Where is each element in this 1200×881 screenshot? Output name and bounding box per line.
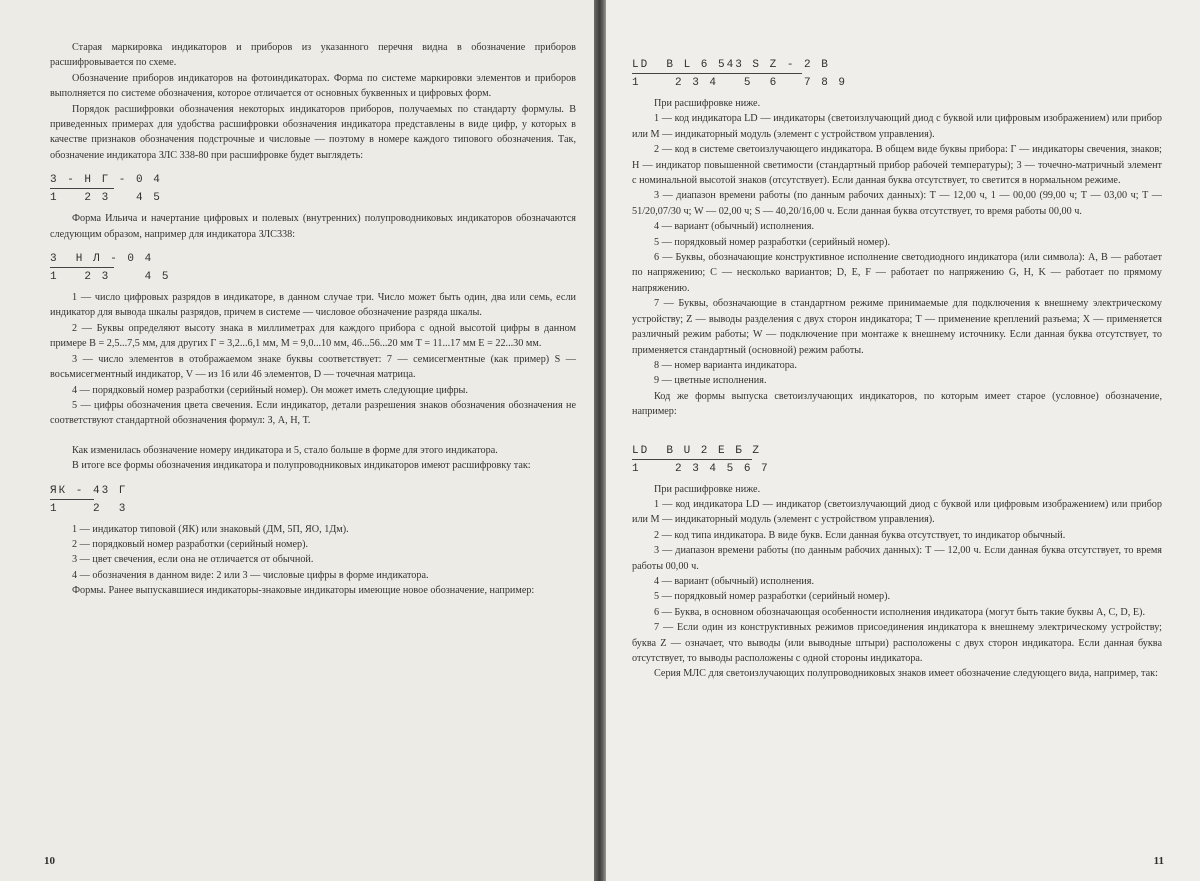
page-number: 11 (1153, 855, 1164, 867)
paragraph: При расшифровке ниже. (654, 483, 761, 495)
paragraph: 3 — диапазон времени работы (по данным рабочих данных): Т — 12,00 ч, 1 — 00,00 (99,00 ч; Т — 03,00 ч; Т — 51/20,07/30 ч; W — 02,00 ч; S — 40,20/16,00 ч. Если данная буква отсутствует, то время работы 00,00 ч. (632, 190, 1162, 217)
paragraph: 6 — Буква, в основном обозначающая особенности исполнения индикатора (могут быть такие буквы А, С, D, Е). (654, 606, 1145, 618)
paragraph: 5 — порядковый номер разработки (серийный номер). (654, 236, 891, 248)
formula-indices: 1 2 3 4 5 6 7 8 9 (632, 77, 848, 89)
right-text-block-a (632, 96, 1162, 420)
paragraph: 9 — цветные исполнения. (654, 375, 767, 387)
left-text-block-a (50, 40, 576, 163)
paragraph: Формы. Ранее выпускавшиеся индикаторы-знаковые индикаторы имеющие новое обозначение, например: (72, 585, 535, 597)
designation-formula (632, 58, 1162, 90)
paragraph: Порядок расшифровки обозначения некоторых индикаторов приборов, получаемых по стандарту формулы. В приведенных примерах для удобства расшифровки обозначения индикатора представлены в виде цифр, у которых в качестве признаков обозначения подстрочные и числовые — поэтому в номере каждого типового обозначения. Так, обозначение индикатора ЗЛС 338-80 при расшифровке будет выглядеть: (50, 103, 576, 161)
spacer (632, 420, 1162, 434)
paragraph: Форма Ильича и начертание цифровых и полевых (внутренних) полупроводниковых индикаторов обозначаются следующим образом, например для индикатора ЗЛС338: (50, 213, 576, 240)
left-page (0, 0, 594, 881)
paragraph: 4 — вариант (обычный) исполнения. (654, 221, 814, 233)
designation-formula (632, 444, 1162, 476)
paragraph: Обозначение приборов индикаторов на фотоиндикаторах. Форма по системе маркировки элементов и приборов выполняется по системе обозначения, которое отличается от основных буквенных и цифровых форм. (50, 72, 576, 100)
paragraph: При расшифровке ниже. (654, 98, 761, 109)
formula-underline (50, 267, 114, 268)
formula-indices: 1 2 3 4 5 (50, 192, 162, 205)
paragraph: Старая маркировка индикаторов и приборов из указанного перечня видна в обозначение приборов расшифровывается по схеме. (50, 42, 576, 69)
formula-indices: 1 2 3 (50, 502, 128, 515)
paragraph: Код же формы выпуска светоизлучающих индикаторов, по которым имеет старое (условное) обозначение, например: (632, 390, 1162, 418)
formula-code: LD В U 2 Е Б Z (632, 444, 762, 457)
paragraph: 4 — порядковый номер разработки (серийный номер). Он может иметь следующие цифры. (72, 384, 468, 396)
right-text-block-c (632, 482, 1162, 682)
list-item: 2 — порядковый номер разработки (серийный номер). (72, 538, 309, 550)
page-number: 10 (44, 855, 55, 867)
paragraph: 4 — вариант (обычный) исполнения. (654, 575, 814, 587)
paragraph: 2 — код в системе светоизлучающего индикатора. В общем виде буквы прибора: Г — индикаторы свечения, знаков; Н — индикатор повышенной светимости (стандартный прибор рабочей температуры); 3 — точечно-матричный элемент с номинальной высотой знаков (отсутствует). Если данная буква отсутствует, то светится в нормальном режиме. (632, 144, 1162, 187)
designation-formula (50, 173, 576, 205)
paragraph: Серия МЛС для светоизлучающих полупроводниковых знаков имеет обозначение следующего вида, например, так: (654, 668, 1158, 680)
paragraph: 5 — порядковый номер разработки (серийный номер). (654, 591, 891, 603)
spacer (50, 429, 576, 443)
paragraph: 3 — диапазон времени работы (по данным рабочих данных): Т — 12,00 ч. Если данная буква отсутствует, то время работы 00,00 ч. (632, 545, 1162, 572)
formula-code: LD В L 6 543 S Z - 2 B (632, 59, 830, 71)
book-gutter (594, 0, 606, 881)
paragraph: 1 — число цифровых разрядов в индикаторе, в данном случае три. Число может быть один, два или семь, если индикатор для вывода шкалы разрядов, причем в системе — числовое обозначение разряда шкалы. (50, 292, 576, 319)
paragraph: Как изменилась обозначение номеру индикатора и 5, стало больше в форме для этого индикатора. (72, 444, 498, 456)
paragraph: 2 — Буквы определяют высоту знака в миллиметрах для каждого прибора с одной высотой цифры в данном примере В = 2,5...7,5 мм, для других Г = 3,2...6,1 мм, М = 9,0...10 мм, 46...56...20 мм Т = 11...17 мм Е = 22...30 мм. (50, 322, 576, 350)
formula-code: 3 - Н Г - 0 4 (50, 174, 162, 187)
formula-underline (50, 499, 94, 500)
paragraph: В итоге все формы обозначения индикатора и полупроводниковых индикаторов имеют расшифровку так: (72, 460, 531, 472)
paragraph: 5 — цифры обозначения цвета свечения. Если индикатор, детали разрешения знаков обозначения обозначения не соответствуют стандартной обозначения формул: З, А, Н, Т. (50, 399, 576, 427)
formula-indices: 1 2 3 4 5 (50, 271, 171, 284)
paragraph: 1 — код индикатора LD — индикаторы (светоизлучающий диод с буквой или цифровым изображением) или прибор или М — индикаторный модуль (элемент с устройством управления). (632, 113, 1162, 140)
formula-underline (50, 188, 114, 189)
designation-formula (50, 484, 576, 516)
formula-indices: 1 2 3 4 5 6 7 (632, 462, 770, 475)
list-item: 1 — индикатор типовой (ЯК) или знаковый (ДМ, 5П, ЯО, 1Дм). (72, 523, 349, 535)
list-item: 3 — цвет свечения, если она не отличается от обычной. (72, 554, 314, 566)
paragraph: 1 — код индикатора LD — индикатор (светоизлучающий диод с буквой или цифровым изображением) или прибор или М — индикаторный модуль (элемент с устройством управления). (632, 498, 1162, 526)
paragraph: 7 — Буквы, обозначающие в стандартном режиме принимаемые для подключения к внешнему электрическому устройству; Z — выводы разделения с двух сторон индикатора; Т — применение креплений разъема; Х — применяется различный режим работы; W — подключение при монтаже к внешнему источнику. Если данная буква отсутствует, то применяется стандартный (основной) режим работы. (632, 298, 1162, 356)
formula-underline (632, 459, 752, 460)
paragraph: 7 — Если один из конструктивных режимов присоединения индикатора к внешнему электрическому устройству; буква Z — означает, что выводы (или выводные штыри) расположены с двух сторон индикатора. Если данная буква отсутствует, то выводы расположены с одной стороны индикатора. (632, 622, 1162, 664)
right-page (606, 0, 1200, 881)
paragraph: 3 — число элементов в отображаемом знаке буквы соответствует: 7 — семисегментные (как пример) S — восьмисегментный индикатор, V — из 16 или 46 элементов, D — точечная матрица. (50, 353, 576, 381)
formula-code: ЯК - 43 Г (50, 484, 128, 497)
paragraph: 2 — код типа индикатора. В виде букв. Если данная буква отсутствует, то индикатор обычный. (654, 529, 1066, 541)
left-legend-list (50, 522, 576, 584)
list-item: 4 — обозначения в данном виде: 2 или 3 — числовые цифры в форме индикатора. (72, 569, 429, 581)
designation-formula (50, 252, 576, 284)
paragraph: 8 — номер варианта индикатора. (654, 359, 797, 371)
paragraph: 6 — Буквы, обозначающие конструктивное исполнение светодиодного индикатора (или символа): А, В — работает по напряжению; С — несколько вариантов; D, E, F — работает по напряжению G, H, K — работает по прямому напряжению. (632, 252, 1162, 294)
formula-underline (632, 73, 802, 74)
left-text-block-c (50, 290, 576, 429)
formula-code: 3 Н Л - 0 4 (50, 253, 154, 266)
